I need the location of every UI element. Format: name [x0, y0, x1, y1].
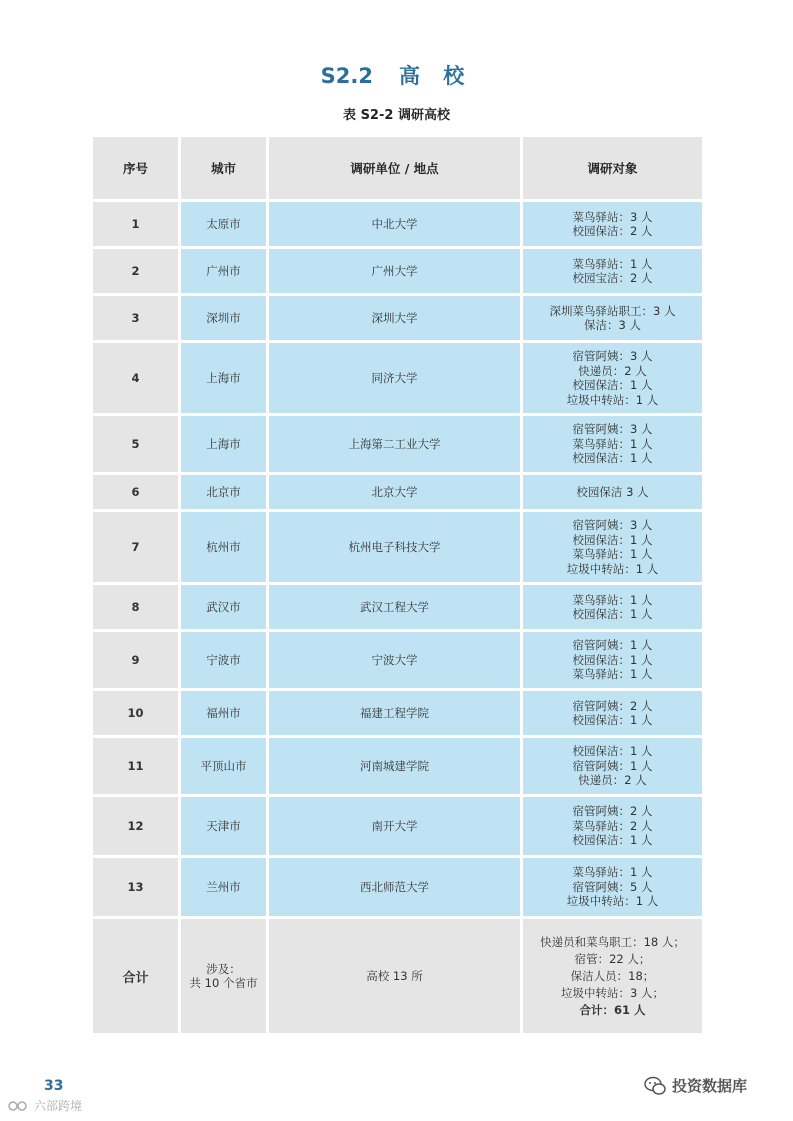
row-targets: [523, 512, 702, 582]
row-unit: 上海第二工业大学: [269, 416, 520, 472]
watermark-left: [8, 1097, 82, 1114]
row-city: 北京市: [181, 475, 266, 509]
target-line: 校园宝洁：2 人: [572, 271, 653, 285]
row-index: 6: [93, 475, 178, 509]
brand-logo-icon: [8, 1099, 30, 1113]
row-city: 上海市: [181, 343, 266, 413]
target-line: 校园保洁：1 人: [572, 833, 653, 848]
watermark-right-text: 投资数据库: [672, 1077, 748, 1095]
row-index: 10: [93, 691, 178, 735]
target-line: 校园保洁：1 人: [572, 744, 653, 759]
page-number: 33: [44, 1078, 64, 1094]
row-city: 上海市: [181, 416, 266, 472]
row-targets: [523, 797, 702, 855]
total-target-line: 垃圾中转站：3 人；: [561, 985, 664, 1000]
row-city: 广州市: [181, 249, 266, 293]
row-city: 福州市: [181, 691, 266, 735]
target-line: 垃圾中转站：1 人: [566, 561, 659, 576]
header-city: 城市: [181, 137, 266, 199]
row-city: 宁波市: [181, 632, 266, 688]
target-line: 菜鸟驿站：3 人: [572, 209, 653, 224]
table-caption: 表 S2-2 调研高校: [343, 108, 450, 123]
table-row: [93, 858, 702, 916]
header-unit: 调研单位 / 地点: [269, 137, 520, 199]
table-row: [93, 691, 702, 735]
total-row: [93, 919, 702, 1033]
target-line: 垃圾中转站：1 人: [566, 392, 659, 407]
watermark-left-text: 六部跨境: [34, 1099, 83, 1113]
table-row: [93, 475, 702, 509]
total-target-line: 保洁人员：18；: [570, 968, 655, 983]
row-unit: 同济大学: [269, 343, 520, 413]
table-body: [93, 202, 702, 1033]
row-targets: [523, 343, 702, 413]
row-index: 5: [93, 416, 178, 472]
target-line: 宿管阿姨：3 人: [572, 518, 653, 532]
table-row: [93, 249, 702, 293]
target-line: 宿管阿姨：2 人: [572, 804, 653, 819]
target-line: 菜鸟驿站：1 人: [572, 256, 653, 271]
wechat-icon: [644, 1076, 666, 1096]
table-header-row: [93, 137, 702, 199]
table-row: [93, 296, 702, 340]
target-line: 菜鸟驿站：1 人: [572, 865, 653, 880]
row-index: 2: [93, 249, 178, 293]
row-targets: [523, 585, 702, 629]
target-line: 校园保洁：1 人: [572, 451, 653, 466]
total-city-line: 涉及：: [206, 961, 241, 976]
row-index: 7: [93, 512, 178, 582]
target-line: 校园保洁：1 人: [572, 652, 653, 667]
row-index: 9: [93, 632, 178, 688]
row-city: 天津市: [181, 797, 266, 855]
target-line: 校园保洁：1 人: [572, 607, 653, 621]
row-targets: [523, 738, 702, 794]
survey-table: [90, 134, 705, 1036]
target-line: 宿管阿姨：5 人: [572, 879, 653, 894]
target-line: 校园保洁：2 人: [572, 224, 653, 238]
row-city: 杭州市: [181, 512, 266, 582]
row-index: 4: [93, 343, 178, 413]
row-unit: 深圳大学: [269, 296, 520, 340]
row-city: 深圳市: [181, 296, 266, 340]
target-line: 校园保洁：1 人: [572, 378, 653, 392]
total-city-line: 共 10 个省市: [189, 976, 258, 990]
total-city: [181, 919, 266, 1033]
target-line: 快递员：2 人: [578, 363, 647, 378]
row-unit: 西北师范大学: [269, 858, 520, 916]
total-target-line: 宿管：22 人；: [574, 951, 651, 966]
table-row: [93, 202, 702, 246]
row-targets: [523, 202, 702, 246]
target-line: 菜鸟驿站：2 人: [572, 818, 653, 833]
row-unit: 广州大学: [269, 249, 520, 293]
row-targets: [523, 416, 702, 472]
row-index: 12: [93, 797, 178, 855]
table-row: [93, 343, 702, 413]
target-line: 保洁：3 人: [584, 318, 641, 332]
row-unit: 北京大学: [269, 475, 520, 509]
target-line: 宿管阿姨：2 人: [572, 698, 653, 713]
target-line: 校园保洁：1 人: [572, 532, 653, 547]
target-line: 垃圾中转站：1 人: [566, 894, 659, 909]
row-city: 平顶山市: [181, 738, 266, 794]
table-row: [93, 797, 702, 855]
row-index: 8: [93, 585, 178, 629]
row-unit: 南开大学: [269, 797, 520, 855]
target-line: 菜鸟驿站：1 人: [572, 592, 653, 607]
target-line: 深圳菜鸟驿站职工：3 人: [549, 303, 676, 318]
total-targets: [523, 919, 702, 1033]
row-unit: 中北大学: [269, 202, 520, 246]
target-line: 校园保洁：1 人: [572, 713, 653, 727]
total-sum: 合计：61 人: [579, 1002, 646, 1017]
total-label: 合计: [93, 919, 178, 1033]
row-targets: [523, 858, 702, 916]
row-unit: 河南城建学院: [269, 738, 520, 794]
row-targets: [523, 632, 702, 688]
target-line: 快递员：2 人: [578, 773, 647, 788]
table-row: [93, 416, 702, 472]
header-target: 调研对象: [523, 137, 702, 199]
row-targets: [523, 691, 702, 735]
table-row: [93, 632, 702, 688]
row-unit: 杭州电子科技大学: [269, 512, 520, 582]
row-index: 13: [93, 858, 178, 916]
row-index: 1: [93, 202, 178, 246]
row-city: 武汉市: [181, 585, 266, 629]
row-unit: 宁波大学: [269, 632, 520, 688]
section-title: 高 校: [399, 64, 473, 88]
row-city: 太原市: [181, 202, 266, 246]
row-targets: [523, 249, 702, 293]
table-row: [93, 585, 702, 629]
total-target-line: 快递员和菜鸟职工：18 人；: [540, 934, 685, 949]
target-line: 校园保洁 3 人: [576, 484, 649, 499]
target-line: 菜鸟驿站：1 人: [572, 547, 653, 561]
row-unit: 武汉工程大学: [269, 585, 520, 629]
row-targets: [523, 296, 702, 340]
row-index: 3: [93, 296, 178, 340]
header-index: 序号: [93, 137, 178, 199]
target-line: 宿管阿姨：1 人: [572, 758, 653, 773]
target-line: 菜鸟驿站：1 人: [572, 667, 653, 682]
target-line: 宿管阿姨：1 人: [572, 638, 653, 653]
target-line: 宿管阿姨：3 人: [572, 422, 653, 437]
row-unit: 福建工程学院: [269, 691, 520, 735]
section-number: S2.2: [320, 64, 373, 88]
total-unit: 高校 13 所: [269, 919, 520, 1033]
watermark-right: [644, 1075, 747, 1096]
table-row: [93, 738, 702, 794]
table-row: [93, 512, 702, 582]
section-heading: [0, 60, 793, 90]
target-line: 宿管阿姨：3 人: [572, 349, 653, 363]
row-city: 兰州市: [181, 858, 266, 916]
row-targets: [523, 475, 702, 509]
target-line: 菜鸟驿站：1 人: [572, 436, 653, 451]
row-index: 11: [93, 738, 178, 794]
